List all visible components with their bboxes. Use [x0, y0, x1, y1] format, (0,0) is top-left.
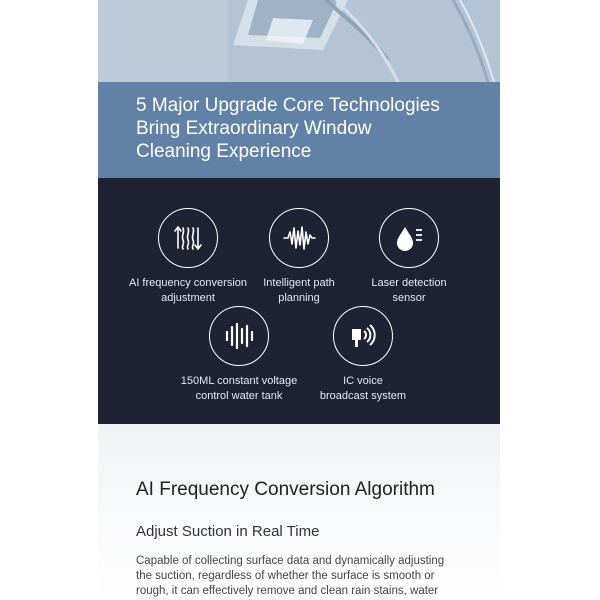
feature-water-tank: [169, 306, 309, 404]
feature-label-line: Laser detection: [371, 277, 447, 289]
feature-label-line: broadcast system: [319, 390, 407, 402]
feature-label-line: adjustment: [161, 292, 215, 304]
headline: [136, 94, 486, 163]
feature-icon-circle: [158, 208, 218, 268]
feature-icon-circle: [333, 306, 393, 366]
feature-label-line: control water tank: [195, 390, 283, 402]
feature-label: [339, 276, 479, 306]
speaker-voice-icon: [347, 321, 379, 351]
feature-label: [293, 374, 433, 404]
water-drop-sensor-icon: [394, 223, 424, 253]
feature-label-line: IC voice: [343, 375, 383, 387]
feature-label-line: 150ML constant voltage: [180, 375, 298, 387]
headline-line: Bring Extraordinary Window: [136, 118, 372, 139]
feature-label-line: Intelligent path: [263, 277, 335, 289]
waveform-path-icon: [282, 223, 316, 253]
headline-band: [98, 82, 500, 178]
features-panel: [98, 178, 500, 424]
feature-label-line: sensor: [392, 292, 426, 304]
headline-line: 5 Major Upgrade Core Technologies: [136, 95, 440, 116]
section-body: [136, 554, 466, 599]
section-title: AI Frequency Conversion Algorithm: [136, 479, 435, 500]
feature-label-line: AI frequency conversion: [128, 277, 247, 289]
feature-icon-circle: [269, 208, 329, 268]
feature-icon-circle: [379, 208, 439, 268]
body-line: the suction, regardless of whether the surface is smooth or: [136, 570, 435, 582]
water-tank-bars-icon: [223, 321, 255, 351]
headline-line: Cleaning Experience: [136, 141, 312, 162]
algorithm-section: [98, 424, 500, 600]
body-line: rough, it can effectively remove and clean rain stains, water: [136, 585, 439, 597]
section-subtitle: Adjust Suction in Real Time: [136, 523, 320, 540]
feature-label-line: planning: [278, 292, 320, 304]
feature-laser-sensor: [339, 208, 479, 306]
body-line: Capable of collecting surface data and dynamically adjusting: [136, 555, 445, 567]
hero-product-image: [98, 0, 500, 82]
product-detail-column: [98, 0, 500, 600]
frequency-arrows-icon: [172, 222, 204, 254]
feature-label: [169, 374, 309, 404]
feature-ic-voice: [293, 306, 433, 404]
feature-icon-circle: [209, 306, 269, 366]
